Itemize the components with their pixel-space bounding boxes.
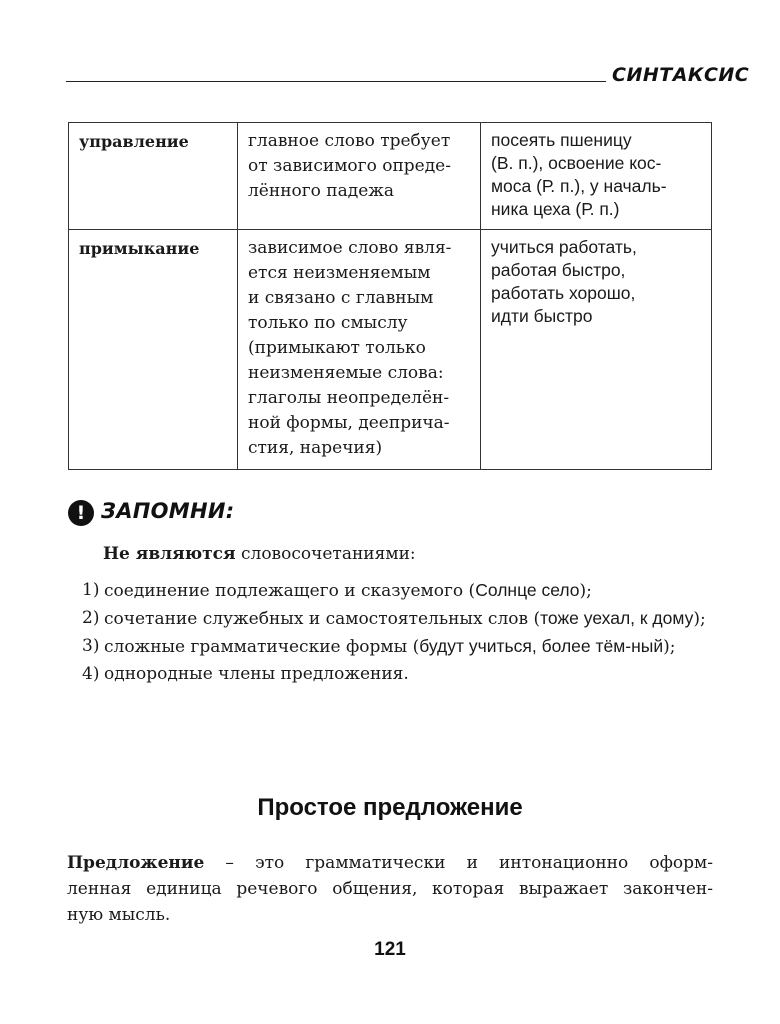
page-number: 121 <box>374 939 406 960</box>
list-item <box>82 577 722 604</box>
text-line: и связано с главным <box>248 288 434 308</box>
text-line: работать хорошо, <box>491 283 636 303</box>
text-line: главное слово требует <box>248 131 451 151</box>
item-example: Солнце село <box>475 580 580 600</box>
intro-bold: Не являются <box>103 544 236 564</box>
list-item <box>82 661 722 687</box>
text-line <box>67 850 713 876</box>
syntax-table <box>68 122 712 470</box>
list-number: 1) <box>82 580 100 600</box>
text-line: стия, наречия) <box>248 438 383 458</box>
text-line: учиться работать, <box>491 237 637 257</box>
remember-intro <box>103 544 416 564</box>
intro-rest: словосочетаниями: <box>235 544 416 564</box>
list-item <box>82 605 722 632</box>
item-example: будут учиться, более тём-ный <box>419 636 664 656</box>
item-tail: ); <box>663 637 676 657</box>
text-line: лённого падежа <box>248 181 395 201</box>
text-line: ленная единица речевого общения, которая выражает закончен- <box>67 879 713 899</box>
table-row <box>69 123 712 230</box>
list-item <box>82 633 722 660</box>
list-number: 2) <box>82 608 100 628</box>
text-line: ется неизменяемым <box>248 263 431 283</box>
text-line: зависимое слово явля- <box>248 238 452 258</box>
section-title: Простое предложение <box>257 794 523 821</box>
text-line: (В. п.), освоение кос- <box>491 153 662 173</box>
running-header: СИНТАКСИС <box>612 64 750 86</box>
text-line: неизменяемые слова: <box>248 363 444 383</box>
list-number: 4) <box>82 664 100 684</box>
remember-list <box>82 577 722 688</box>
example-cell <box>481 230 712 470</box>
definition-text: – это грамматически и интонационно оформ- <box>204 853 713 873</box>
exclamation-icon: ! <box>68 500 94 526</box>
text-line: посеять пшеницу <box>491 130 632 150</box>
description-cell <box>238 123 481 230</box>
item-text: соединение подлежащего и сказуемого ( <box>104 581 476 601</box>
item-tail: ); <box>693 609 706 629</box>
item-text: сочетание служебных и самостоятельных слов ( <box>104 609 541 629</box>
item-example: тоже уехал, к дому <box>540 608 694 628</box>
list-number: 3) <box>82 636 100 656</box>
text-line: ную мысль. <box>67 905 171 925</box>
header-rule <box>66 81 606 82</box>
text-line: ной формы, дееприча- <box>248 413 450 433</box>
text-line: от зависимого опреде- <box>248 156 451 176</box>
table-row <box>69 230 712 470</box>
definition-term: Предложение <box>67 853 205 873</box>
text-line: работая быстро, <box>491 260 626 280</box>
term-cell: управление <box>69 123 238 230</box>
text-line: моса (Р. п.), у началь- <box>491 176 667 196</box>
text-line: ника цеха (Р. п.) <box>491 199 620 219</box>
item-tail: ); <box>579 581 592 601</box>
text-line: только по смыслу <box>248 313 408 333</box>
definition-paragraph <box>67 850 713 928</box>
item-text: однородные члены предложения. <box>104 664 409 684</box>
text-line: идти быстро <box>491 306 593 326</box>
remember-title: ЗАПОМНИ: <box>101 499 235 523</box>
item-text: сложные грамматические формы ( <box>104 637 420 657</box>
description-cell <box>238 230 481 470</box>
term-cell: примыкание <box>69 230 238 470</box>
example-cell <box>481 123 712 230</box>
text-line: глаголы неопределён- <box>248 388 450 408</box>
text-line: (примыкают только <box>248 338 426 358</box>
